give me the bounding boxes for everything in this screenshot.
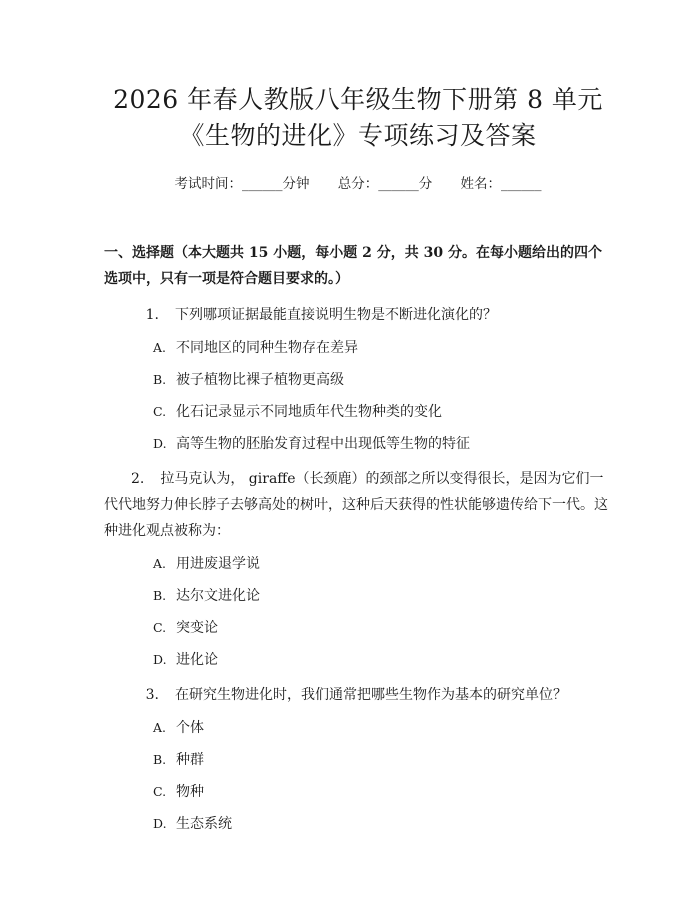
option-text: 用进废退学说: [176, 556, 260, 572]
option-d: [153, 648, 612, 672]
option-letter: D.: [153, 436, 167, 451]
option-letter: C.: [153, 620, 167, 635]
option-list: [104, 336, 612, 456]
option-list: [104, 552, 612, 672]
option-letter: B.: [153, 588, 167, 603]
title-line-2: 《生物的进化》专项练习及答案: [179, 121, 537, 150]
option-letter: B.: [153, 752, 167, 767]
option-text: 进化论: [176, 652, 218, 668]
option-a: [153, 336, 612, 360]
title-line-1: 2026 年春人教版八年级生物下册第 8 单元: [113, 85, 603, 114]
option-letter: A.: [153, 556, 167, 571]
question-1: [104, 302, 612, 456]
document-title: [104, 0, 612, 154]
option-a: [153, 716, 612, 740]
option-text: 高等生物的胚胎发育过程中出现低等生物的特征: [176, 436, 470, 452]
option-letter: C.: [153, 404, 167, 419]
option-c: [153, 780, 612, 804]
section-header: 一、选择题（本大题共 15 小题，每小题 2 分，共 30 分。在每小题给出的四个选项中，只有一项是符合题目要求的。）: [104, 245, 602, 287]
option-text: 种群: [176, 752, 204, 768]
option-list: [104, 716, 612, 836]
question-3: [104, 682, 612, 836]
option-text: 被子植物比裸子植物更高级: [176, 372, 344, 388]
question-stem-row: [104, 302, 612, 328]
option-letter: A.: [153, 340, 167, 355]
option-d: [153, 812, 612, 836]
option-text: 达尔文进化论: [176, 588, 260, 604]
exam-time: 考试时间：______分钟: [174, 176, 310, 192]
question-number: 3.: [145, 687, 159, 703]
question-stem-row: [104, 466, 612, 544]
exam-total-score: 总分：______分: [337, 176, 433, 192]
option-b: [153, 368, 612, 392]
option-c: [153, 616, 612, 640]
option-text: 个体: [176, 720, 204, 736]
option-letter: D.: [153, 816, 167, 831]
question-stem-row: [104, 682, 612, 708]
question-number: 1.: [145, 307, 159, 323]
option-text: 不同地区的同种生物存在差异: [176, 340, 358, 356]
question-number: 2.: [131, 471, 145, 487]
option-text: 物种: [176, 784, 204, 800]
option-d: [153, 432, 612, 456]
question-stem: 拉马克认为， giraffe（长颈鹿）的颈部之所以变得很长，是因为它们一代代地努力伸长脖子去够高处的树叶，这种后天获得的性状能够遗传给下一代。这种进化观点被称为：: [104, 471, 608, 539]
option-letter: C.: [153, 784, 167, 799]
option-a: [153, 552, 612, 576]
student-name: 姓名：______: [460, 176, 542, 192]
option-b: [153, 584, 612, 608]
option-letter: D.: [153, 652, 167, 667]
option-text: 突变论: [176, 620, 218, 636]
option-letter: B.: [153, 372, 167, 387]
option-text: 生态系统: [176, 816, 232, 832]
option-text: 化石记录显示不同地质年代生物种类的变化: [176, 404, 442, 420]
question-2: [104, 466, 612, 672]
option-b: [153, 748, 612, 772]
option-c: [153, 400, 612, 424]
question-stem: 下列哪项证据最能直接说明生物是不断进化演化的？: [175, 307, 497, 323]
option-letter: A.: [153, 720, 167, 735]
exam-meta: [104, 174, 612, 194]
question-stem: 在研究生物进化时，我们通常把哪些生物作为基本的研究单位？: [175, 687, 567, 703]
